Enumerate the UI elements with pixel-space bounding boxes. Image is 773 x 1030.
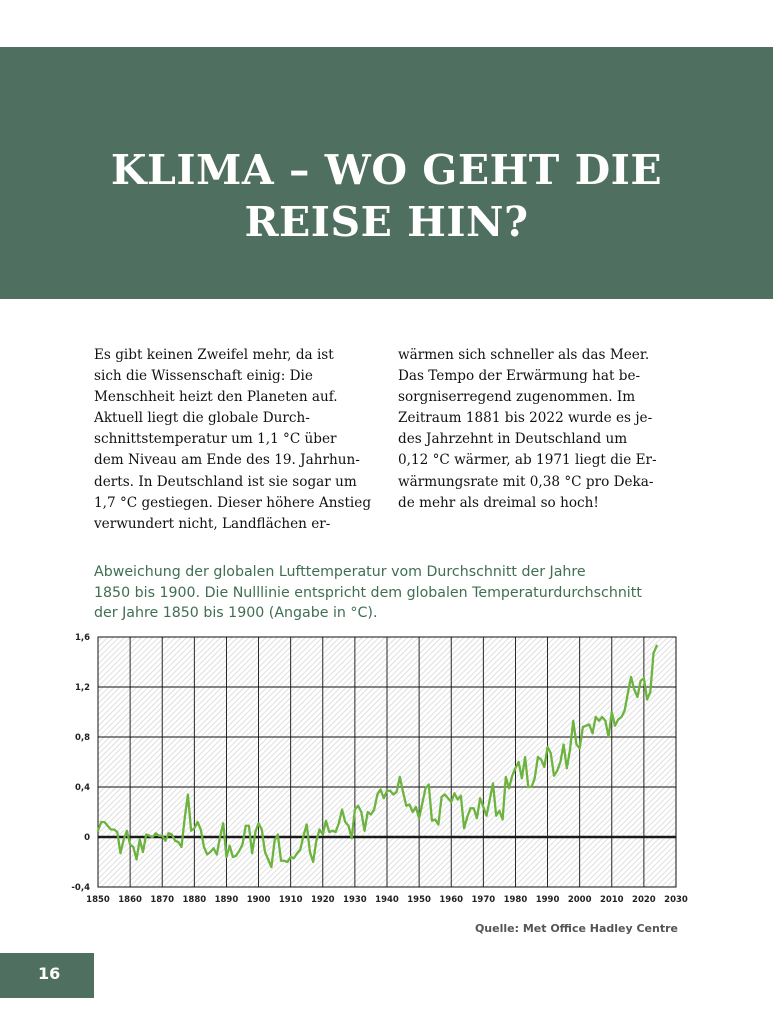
article-line: Zeitraum 1881 bis 2022 wurde es je-: [398, 410, 653, 427]
x-tick-label: 1910: [278, 895, 303, 905]
x-tick-label: 2000: [567, 895, 592, 905]
page-title-line-2: REISE HIN?: [244, 198, 529, 246]
y-tick-label: 1,6: [74, 633, 90, 643]
article-line: 0,12 °C wärmer, ab 1971 liegt die Er-: [398, 452, 657, 469]
article-column-left: [94, 345, 371, 535]
article-column-right: [398, 345, 657, 514]
x-tick-label: 1980: [503, 895, 528, 905]
article-line: Aktuell liegt die globale Durch-: [94, 410, 310, 427]
article-line: des Jahrzehnt in Deutschland um: [398, 431, 628, 448]
article-line: derts. In Deutschland ist sie sogar um: [94, 473, 357, 490]
x-tick-label: 1890: [214, 895, 239, 905]
article-line: de mehr als dreimal so hoch!: [398, 494, 599, 511]
x-tick-label: 2020: [632, 895, 656, 905]
x-tick-label: 1960: [439, 895, 464, 905]
article-line: verwundert nicht, Landflächen er-: [94, 515, 331, 532]
x-tick-label: 2030: [664, 895, 688, 905]
chart-caption-line: der Jahre 1850 bis 1900 (Angabe in °C).: [94, 605, 378, 622]
x-tick-label: 1870: [150, 895, 175, 905]
article-line: schnittstemperatur um 1,1 °C über: [94, 431, 337, 448]
x-tick-label: 1880: [182, 895, 207, 905]
temperature-chart: [0, 620, 773, 920]
x-tick-label: 1920: [310, 895, 335, 905]
page-number: 16: [38, 964, 61, 983]
article-line: Es gibt keinen Zweifel mehr, da ist: [94, 347, 334, 363]
x-tick-label: 1990: [535, 895, 560, 905]
article-line: sich die Wissenschaft einig: Die: [94, 368, 313, 385]
article-line: wärmungsrate mit 0,38 °C pro Deka-: [398, 473, 654, 490]
x-tick-label: 1970: [471, 895, 496, 905]
page-title-line-1: KLIMA – WO GEHT DIE: [110, 146, 663, 194]
y-tick-label: -0,4: [71, 883, 90, 893]
chart-caption: [94, 562, 642, 624]
x-tick-label: 1940: [375, 895, 399, 905]
article-line: dem Niveau am Ende des 19. Jahrhun-: [94, 452, 360, 469]
y-tick-label: 0: [84, 833, 90, 843]
x-tick-label: 1900: [246, 895, 271, 905]
chart-caption-line: 1850 bis 1900. Die Nulllinie entspricht dem globalen Temperaturdurchschnitt: [94, 584, 642, 601]
article-line: 1,7 °C gestiegen. Dieser höhere Anstieg: [94, 494, 372, 511]
page-title: [0, 144, 773, 248]
source-note: Quelle: Met Office Hadley Centre: [474, 922, 678, 935]
x-tick-label: 2010: [599, 895, 624, 905]
article-line: sorgniserregend zugenommen. Im: [398, 389, 636, 406]
x-tick-label: 1950: [407, 895, 431, 905]
y-tick-label: 0,8: [74, 733, 90, 743]
x-tick-label: 1850: [86, 895, 110, 905]
article-line: wärmen sich schneller als das Meer.: [398, 347, 650, 363]
article-line: Das Tempo der Erwärmung hat be-: [398, 368, 641, 385]
y-tick-label: 1,2: [74, 683, 90, 693]
y-tick-label: 0,4: [74, 783, 90, 793]
x-tick-label: 1930: [343, 895, 367, 905]
chart-caption-line: Abweichung der globalen Lufttemperatur vom Durchschnitt der Jahre: [94, 564, 586, 580]
article-line: Menschheit heizt den Planeten auf.: [94, 389, 338, 406]
x-tick-label: 1860: [118, 895, 142, 905]
